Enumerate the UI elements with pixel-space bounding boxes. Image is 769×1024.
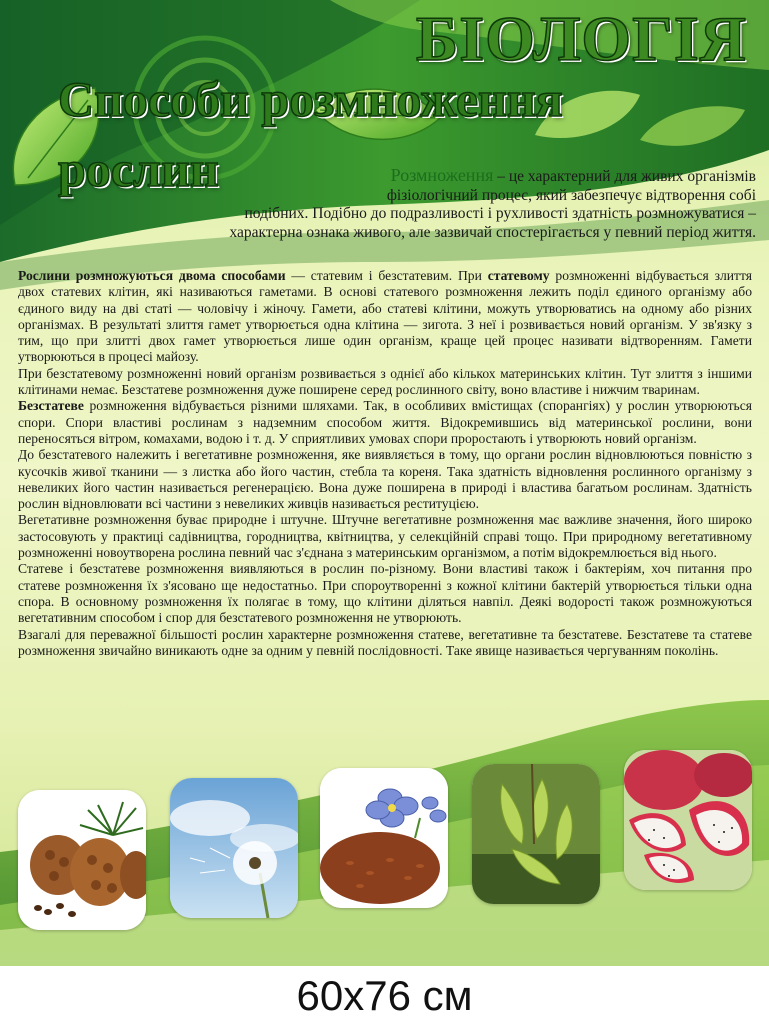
flax-seeds-photo bbox=[320, 768, 448, 908]
intro-text-2: фізіологічний процес, який забезпечує відтворення собі bbox=[386, 186, 756, 204]
page-title-line1: Способи розмноження bbox=[58, 71, 563, 127]
paragraph-4: До безстатевого належить і вегетативне розмноження, яке виявляється в тому, що органи рослин відновлюються повністю з кусочків живої тканини — з листка або його частин, стебла та кореня. Така здатність відновлення рослинного організму з невеликих його частин називається регенерацією. Вона дуже поширена в природі і властива багатьом рослинам. Здатність рослин відновлювати всі частини з невеликих живців називається реституцією. bbox=[18, 447, 752, 512]
paragraph-6: Статеве і безстатеве розмноження виявляються в рослин по-різному. Вони властиві також і бактеріям, хоч питання про статеве розмноження їх з'ясовано ще недостатньо. При спороутворенні з кожної клітини бактерій утворюється тільки одна спора. В основному розмноження їх полягає в тому, що клітини діляться навпіл. Деякі водорості також розмножуються вегетативним способом і спор для безстатевого розмноження не утворюють. bbox=[18, 561, 752, 626]
paragraph-3 bbox=[18, 398, 752, 447]
intro-text-1: – це характерний для живих організмів bbox=[493, 168, 756, 185]
paragraph-5: Вегетативне розмноження буває природне і штучне. Штучне вегетативне розмноження має важливе значення, його широко застосовують у практиці садівництва, городництва, квітництва, у селекційній справі тощо. При природному вегетативному розмноженні новоутворена рослина певний час з'єднана з материнським організмом, а потім відокремлюється від нього. bbox=[18, 512, 752, 561]
intro-term: Розмноження bbox=[390, 165, 494, 185]
text-run: розмноження відбувається різними шляхами. Так, в особливих вмістищах (спорангіях) у рослин утворюються спори. Спори властиві рослинам з надземним способом життя. Відокремившись від материнської рослини, вони переносяться вітром, комахами, водою і т. д. У сприятливих умовах спори проростають і утворюють новий організм. bbox=[18, 398, 752, 446]
page-title-line2: рослин bbox=[58, 141, 219, 197]
bold-term: Безстатеве bbox=[18, 398, 84, 414]
intro-paragraph bbox=[128, 166, 756, 242]
bold-lead: Рослини розмножуються двома способами bbox=[18, 268, 286, 283]
size-caption: 60x76 см bbox=[296, 972, 473, 1019]
paragraph-7: Взагалі для переважної більшості рослин характерне розмноження статеве, вегетативне та безстатеве. Безстатеве та статеве розмноження звичайно виникають одне за одним у певній послідовності. Таке явище називається чергуванням поколінь. bbox=[18, 626, 752, 658]
dandelion-photo bbox=[170, 778, 298, 918]
pine-cones-photo bbox=[18, 790, 146, 930]
intro-text-3: подібних. Подібно до подразливості і рухливості здатність розмножуватися – bbox=[244, 205, 756, 222]
maple-seeds-photo bbox=[472, 764, 600, 904]
intro-text-4: характерна ознака живого, але зазвичай спостерігається у певний період життя. bbox=[229, 223, 756, 241]
dragon-fruit-photo bbox=[624, 750, 752, 890]
paragraph-1 bbox=[18, 268, 752, 366]
paragraph-2: При безстатевому розмноженні новий організм розвивається з однієї або кількох материнських клітин. Тут злиття з іншими клітинами немає. Безстатеве розмноження дуже поширене серед рослинного світу, воно властиве і нижчим тваринам. bbox=[18, 365, 752, 398]
subject-title: БІОЛОГІЯ bbox=[415, 3, 747, 74]
text-run: — статевим і безстатевим. При bbox=[285, 268, 488, 283]
article-body bbox=[18, 268, 752, 659]
text-run: розмноженні відбувається злиття двох статевих клітин, які називаються гаметами. В основі статевого розмноження лежить поділ єдиного організму або єдиного виду на дві статі — чоловічу і жіночу. Гамети, або статеві клітини, можуть утворюватись на одному або різних організмах. В результаті злиття гамет утворюється одна клітина — зигота. З неї і розвивається новий організм. У зв'язку з тим, що при злитті двох гамет утворюється лише один організм, краще цей процес називати відтворенням. Гамети утворюються в процесі майозу. bbox=[18, 268, 752, 365]
bold-term: статевому bbox=[487, 268, 550, 283]
